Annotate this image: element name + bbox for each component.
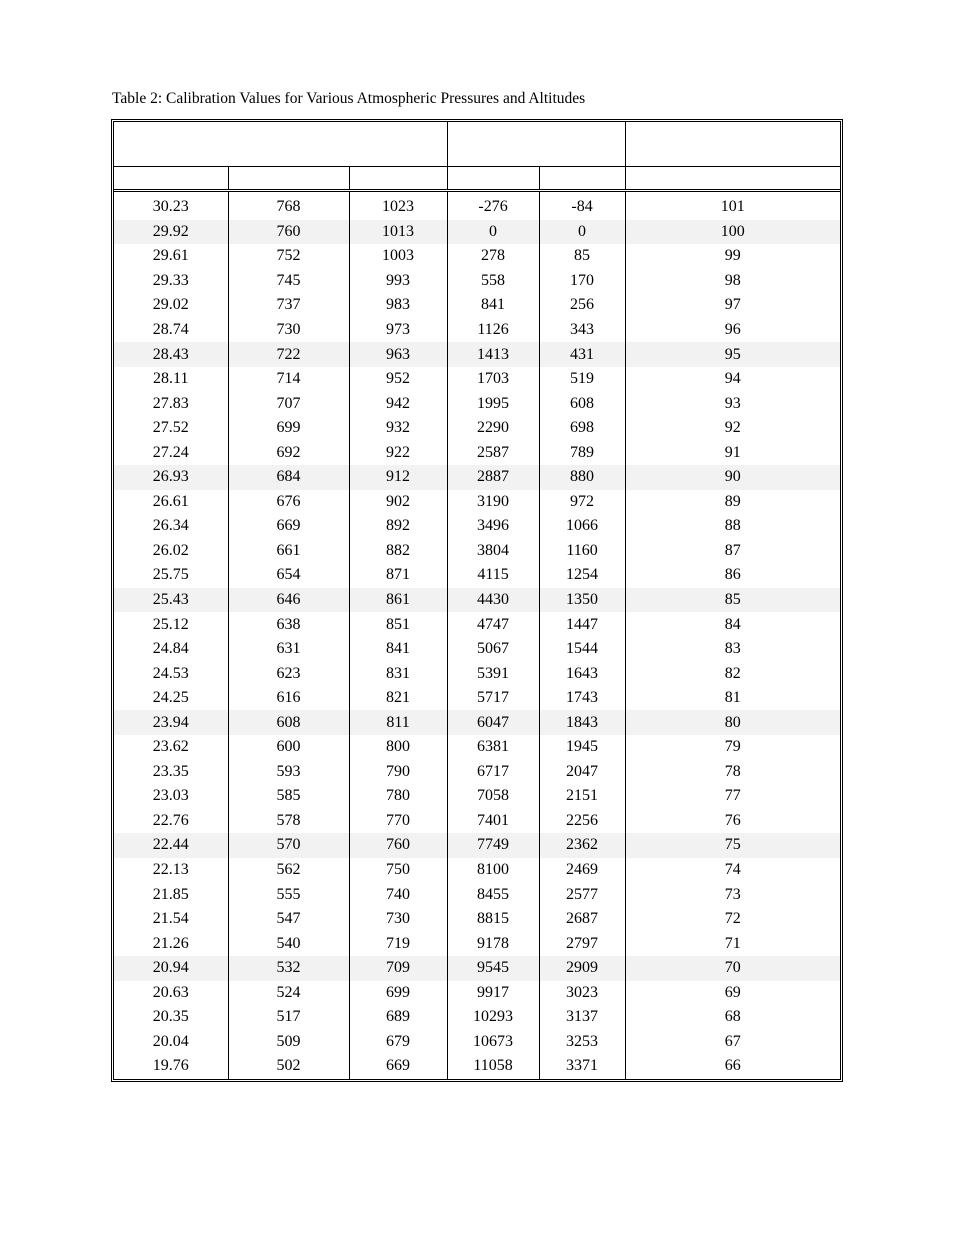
table-cell: 343 [539, 318, 625, 343]
table-cell: 10293 [447, 1005, 539, 1030]
table-cell: 29.33 [114, 269, 228, 294]
table-cell: 973 [349, 318, 447, 343]
table-cell: 73 [724, 885, 741, 903]
table-row [114, 1005, 840, 1030]
table-cell: 1544 [539, 637, 625, 662]
table-cell: 547 [228, 907, 349, 932]
table-cell: 84 [724, 615, 741, 633]
table-row [114, 931, 840, 956]
table-cell: 29.61 [114, 244, 228, 269]
table-cell: 27.24 [114, 440, 228, 465]
table-cell: 1066 [539, 514, 625, 539]
table-cell: 841 [349, 637, 447, 662]
table-cell: 1447 [539, 612, 625, 637]
table-cell: 912 [349, 465, 447, 490]
header-group-altitude [447, 122, 625, 167]
table-cell: 6047 [447, 710, 539, 735]
table-cell: 707 [228, 391, 349, 416]
table-cell: 24.25 [114, 686, 228, 711]
calibration-table [114, 122, 840, 1079]
table-cell: 3190 [447, 490, 539, 515]
table-cell: 616 [228, 686, 349, 711]
table-row [114, 784, 840, 809]
table-row [114, 956, 840, 981]
table-cell: 71 [724, 934, 741, 952]
table-cell: 692 [228, 440, 349, 465]
table-cell: 871 [349, 563, 447, 588]
table-cell: 851 [349, 612, 447, 637]
table-cell: 1350 [539, 588, 625, 613]
table-cell: 730 [228, 318, 349, 343]
table-cell: 1413 [447, 342, 539, 367]
table-cell: 623 [228, 661, 349, 686]
table-cell: 631 [228, 637, 349, 662]
table-row [114, 391, 840, 416]
table-cell: 30.23 [114, 191, 228, 220]
table-cell: 983 [349, 293, 447, 318]
table-cell: 100 [625, 220, 840, 245]
header-cell [114, 167, 228, 191]
table-cell: 1643 [539, 661, 625, 686]
table-row [114, 440, 840, 465]
table-cell: 10673 [447, 1030, 539, 1055]
table-cell: 745 [228, 269, 349, 294]
table-row [114, 760, 840, 785]
table-cell: -84 [539, 191, 625, 220]
table-cell: 719 [349, 931, 447, 956]
table-caption: Table 2: Calibration Values for Various Atmospheric Pressures and Altitudes [112, 90, 586, 107]
table-cell: 21.85 [114, 882, 228, 907]
table-row [114, 612, 840, 637]
table-cell: 278 [447, 244, 539, 269]
table-cell: 1003 [349, 244, 447, 269]
table-cell: 1013 [349, 220, 447, 245]
table-cell: 85 [539, 244, 625, 269]
calibration-table-frame [111, 119, 843, 1082]
table-cell: 555 [228, 882, 349, 907]
table-cell: 2047 [539, 760, 625, 785]
table-row [114, 342, 840, 367]
table-cell: 29.02 [114, 293, 228, 318]
table-cell: 780 [349, 784, 447, 809]
table-cell: 800 [349, 735, 447, 760]
header-cell [349, 167, 447, 191]
table-cell: 684 [228, 465, 349, 490]
table-cell: 27.52 [114, 416, 228, 441]
table-cell: 972 [539, 490, 625, 515]
table-cell: 3371 [539, 1054, 625, 1079]
table-cell: 101 [720, 198, 745, 216]
header-group-pressure [114, 122, 447, 167]
table-cell: 2909 [539, 956, 625, 981]
table-cell: 22.76 [114, 809, 228, 834]
table-cell: 654 [228, 563, 349, 588]
table-cell: 1843 [539, 710, 625, 735]
table-cell: 737 [228, 293, 349, 318]
table-cell: 170 [539, 269, 625, 294]
table-row [114, 416, 840, 441]
header-cell [447, 167, 539, 191]
table-row [114, 661, 840, 686]
table-cell: 638 [228, 612, 349, 637]
table-cell: 593 [228, 760, 349, 785]
table-row [114, 686, 840, 711]
table-row [114, 833, 840, 858]
table-row [114, 269, 840, 294]
table-cell: 502 [228, 1054, 349, 1079]
table-cell: 20.94 [114, 956, 228, 981]
table-cell: 661 [228, 539, 349, 564]
table-cell: 2290 [447, 416, 539, 441]
table-cell: 87 [724, 541, 741, 559]
table-cell: 72 [724, 910, 741, 928]
table-row [114, 858, 840, 883]
table-cell: 562 [228, 858, 349, 883]
table-cell: 1254 [539, 563, 625, 588]
header-cell [228, 167, 349, 191]
table-cell: 7058 [447, 784, 539, 809]
table-cell: 2797 [539, 931, 625, 956]
table-cell: 882 [349, 539, 447, 564]
table-row [114, 220, 840, 245]
table-cell: 9545 [447, 956, 539, 981]
header-cell [539, 167, 625, 191]
table-cell: 2362 [539, 833, 625, 858]
table-cell: 821 [349, 686, 447, 711]
table-cell: 932 [349, 416, 447, 441]
table-cell: 880 [539, 465, 625, 490]
table-cell: 81 [724, 689, 741, 707]
table-cell: 722 [228, 342, 349, 367]
table-row [114, 637, 840, 662]
table-cell: 5717 [447, 686, 539, 711]
table-cell: 524 [228, 981, 349, 1006]
table-cell: 1743 [539, 686, 625, 711]
table-cell: 79 [724, 738, 741, 756]
header-unit-row [114, 167, 840, 191]
table-cell: 82 [724, 664, 741, 682]
table-cell: 8455 [447, 882, 539, 907]
table-cell: 558 [447, 269, 539, 294]
header-group-calibration [625, 122, 840, 167]
table-cell: 509 [228, 1030, 349, 1055]
table-cell: 669 [228, 514, 349, 539]
table-cell: 517 [228, 1005, 349, 1030]
table-cell: 963 [349, 342, 447, 367]
table-cell: 540 [228, 931, 349, 956]
table-cell: 25.12 [114, 612, 228, 637]
table-cell: 28.43 [114, 342, 228, 367]
table-row [114, 588, 840, 613]
table-cell: 6381 [447, 735, 539, 760]
table-cell: 25.75 [114, 563, 228, 588]
table-cell: 519 [539, 367, 625, 392]
table-cell: 952 [349, 367, 447, 392]
table-cell: 20.35 [114, 1005, 228, 1030]
table-cell: 78 [724, 762, 741, 780]
table-cell: 70 [625, 956, 840, 981]
table-cell: 92 [724, 419, 741, 437]
table-cell: 752 [228, 244, 349, 269]
table-row [114, 710, 840, 735]
table-row [114, 882, 840, 907]
table-cell: 2469 [539, 858, 625, 883]
table-cell: 4747 [447, 612, 539, 637]
table-cell: 3023 [539, 981, 625, 1006]
table-cell: 922 [349, 440, 447, 465]
table-row [114, 490, 840, 515]
table-row [114, 981, 840, 1006]
table-cell: 24.84 [114, 637, 228, 662]
table-cell: 1160 [539, 539, 625, 564]
table-cell: 28.11 [114, 367, 228, 392]
table-cell: 699 [228, 416, 349, 441]
table-cell: 679 [349, 1030, 447, 1055]
table-cell: 256 [539, 293, 625, 318]
table-cell: 80 [625, 710, 840, 735]
table-cell: 85 [625, 588, 840, 613]
table-cell: 6717 [447, 760, 539, 785]
table-cell: 94 [724, 370, 741, 388]
table-cell: 811 [349, 710, 447, 735]
table-cell: 760 [349, 833, 447, 858]
table-cell: 5391 [447, 661, 539, 686]
table-cell: 93 [724, 394, 741, 412]
table-row [114, 244, 840, 269]
table-cell: 570 [228, 833, 349, 858]
table-cell: 90 [625, 465, 840, 490]
header-group-row [114, 122, 840, 167]
table-cell: 24.53 [114, 661, 228, 686]
table-cell: 28.74 [114, 318, 228, 343]
table-cell: 841 [447, 293, 539, 318]
table-cell: 88 [724, 517, 741, 535]
table-cell: 89 [724, 492, 741, 510]
table-cell: 23.35 [114, 760, 228, 785]
table-cell: 431 [539, 342, 625, 367]
table-cell: 77 [724, 787, 741, 805]
table-cell: 23.94 [114, 710, 228, 735]
table-cell: 608 [228, 710, 349, 735]
table-cell: 74 [724, 861, 741, 879]
table-cell: 3137 [539, 1005, 625, 1030]
table-cell: -276 [447, 191, 539, 220]
table-cell: 646 [228, 588, 349, 613]
table-cell: 768 [228, 191, 349, 220]
table-cell: 26.61 [114, 490, 228, 515]
table-cell: 532 [228, 956, 349, 981]
table-cell: 676 [228, 490, 349, 515]
table-cell: 892 [349, 514, 447, 539]
table-cell: 699 [349, 981, 447, 1006]
table-cell: 23.03 [114, 784, 228, 809]
table-cell: 1126 [447, 318, 539, 343]
table-row [114, 465, 840, 490]
table-cell: 730 [349, 907, 447, 932]
table-cell: 3253 [539, 1030, 625, 1055]
table-row [114, 809, 840, 834]
table-body [114, 191, 840, 1079]
table-cell: 8815 [447, 907, 539, 932]
table-cell: 3804 [447, 539, 539, 564]
table-row [114, 539, 840, 564]
table-cell: 75 [625, 833, 840, 858]
table-cell: 98 [724, 271, 741, 289]
table-cell: 29.92 [114, 220, 228, 245]
table-cell: 26.34 [114, 514, 228, 539]
table-cell: 66 [724, 1057, 741, 1075]
table-cell: 99 [724, 247, 741, 265]
table-cell: 585 [228, 784, 349, 809]
table-cell: 11058 [447, 1054, 539, 1079]
table-cell: 4115 [447, 563, 539, 588]
table-cell: 698 [539, 416, 625, 441]
table-row [114, 293, 840, 318]
table-row [114, 367, 840, 392]
table-cell: 97 [724, 296, 741, 314]
table-cell: 20.63 [114, 981, 228, 1006]
table-cell: 760 [228, 220, 349, 245]
table-cell: 770 [349, 809, 447, 834]
table-cell: 21.26 [114, 931, 228, 956]
table-row [114, 1054, 840, 1079]
table-row [114, 563, 840, 588]
table-cell: 861 [349, 588, 447, 613]
table-cell: 1703 [447, 367, 539, 392]
table-cell: 2256 [539, 809, 625, 834]
table-cell: 27.83 [114, 391, 228, 416]
table-cell: 0 [447, 220, 539, 245]
table-cell: 608 [539, 391, 625, 416]
table-cell: 91 [724, 443, 741, 461]
table-cell: 789 [539, 440, 625, 465]
table-cell: 83 [724, 640, 741, 658]
table-cell: 2151 [539, 784, 625, 809]
table-cell: 2887 [447, 465, 539, 490]
table-row [114, 318, 840, 343]
table-cell: 2587 [447, 440, 539, 465]
table-cell: 26.02 [114, 539, 228, 564]
table-row [114, 514, 840, 539]
table-cell: 669 [349, 1054, 447, 1079]
table-cell: 1945 [539, 735, 625, 760]
table-cell: 689 [349, 1005, 447, 1030]
table-cell: 578 [228, 809, 349, 834]
table-cell: 2577 [539, 882, 625, 907]
table-cell: 942 [349, 391, 447, 416]
table-cell: 1995 [447, 391, 539, 416]
table-cell: 76 [724, 811, 741, 829]
table-row [114, 1030, 840, 1055]
table-cell: 600 [228, 735, 349, 760]
table-cell: 4430 [447, 588, 539, 613]
table-cell: 5067 [447, 637, 539, 662]
header-cell [625, 167, 840, 191]
table-cell: 902 [349, 490, 447, 515]
table-cell: 95 [625, 342, 840, 367]
table-cell: 96 [724, 321, 741, 338]
table-cell: 2687 [539, 907, 625, 932]
table-cell: 69 [724, 983, 741, 1001]
table-cell: 9917 [447, 981, 539, 1006]
table-cell: 0 [539, 220, 625, 245]
table-cell: 22.44 [114, 833, 228, 858]
table-cell: 20.04 [114, 1030, 228, 1055]
table-cell: 22.13 [114, 858, 228, 883]
table-row [114, 735, 840, 760]
table-cell: 86 [724, 566, 741, 584]
table-cell: 68 [724, 1008, 741, 1026]
table-cell: 25.43 [114, 588, 228, 613]
table-cell: 993 [349, 269, 447, 294]
table-cell: 19.76 [114, 1054, 228, 1079]
table-cell: 26.93 [114, 465, 228, 490]
table-cell: 7749 [447, 833, 539, 858]
table-row [114, 907, 840, 932]
table-cell: 9178 [447, 931, 539, 956]
table-cell: 709 [349, 956, 447, 981]
table-cell: 67 [724, 1032, 741, 1050]
table-cell: 790 [349, 760, 447, 785]
table-header [114, 122, 840, 191]
table-cell: 23.62 [114, 735, 228, 760]
table-cell: 750 [349, 858, 447, 883]
table-cell: 8100 [447, 858, 539, 883]
table-cell: 1023 [349, 191, 447, 220]
table-cell: 3496 [447, 514, 539, 539]
table-cell: 21.54 [114, 907, 228, 932]
table-cell: 831 [349, 661, 447, 686]
table-row [114, 191, 840, 220]
table-cell: 7401 [447, 809, 539, 834]
table-cell: 740 [349, 882, 447, 907]
table-cell: 714 [228, 367, 349, 392]
